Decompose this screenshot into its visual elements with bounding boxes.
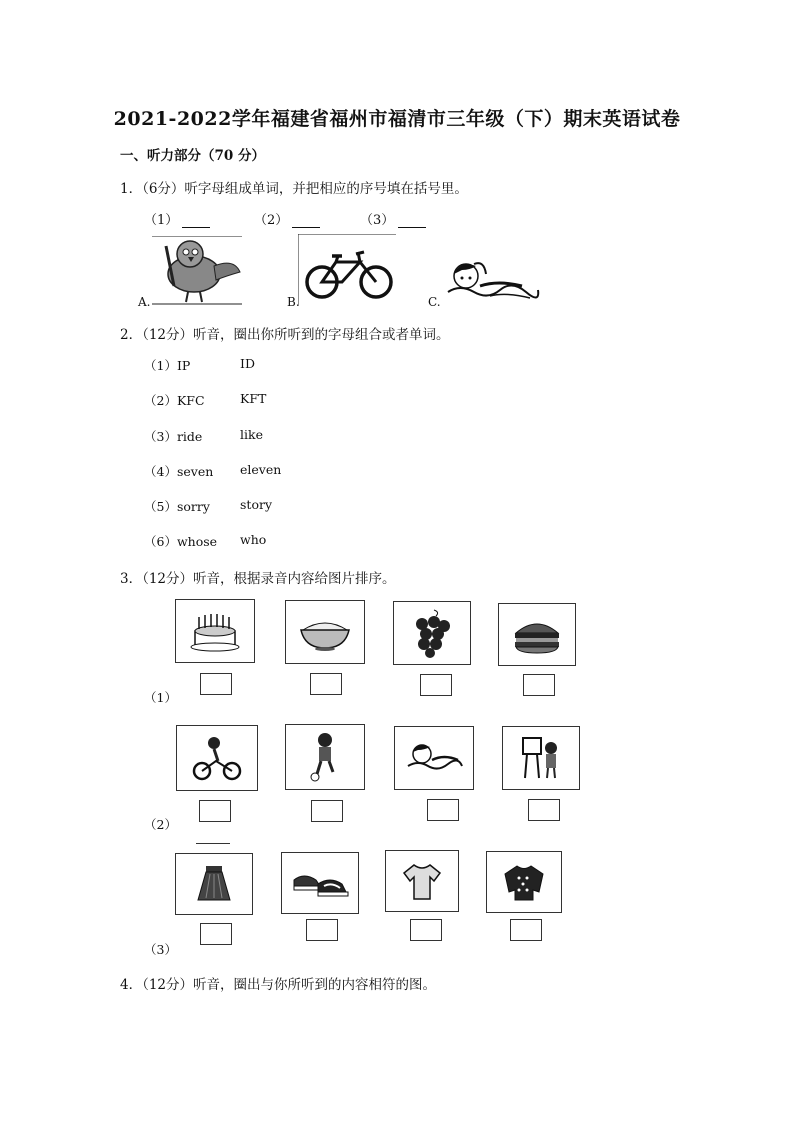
skirt-icon xyxy=(175,853,253,915)
answer-box-3-2[interactable] xyxy=(306,919,338,941)
option-5a[interactable]: （5）sorry xyxy=(144,499,210,514)
answer-box-2-3[interactable] xyxy=(427,799,459,821)
row-2-label: （2） xyxy=(144,817,177,832)
answer-box-2-2[interactable] xyxy=(311,800,343,822)
blank-1[interactable] xyxy=(144,209,210,228)
question-1-text: 1．（6分）听字母组成单词，并把相应的序号填在括号里。 xyxy=(120,181,468,197)
blank-3-label: （3） xyxy=(360,213,395,228)
option-1b[interactable]: ID xyxy=(240,356,255,371)
option-2a[interactable]: （2）KFC xyxy=(144,393,205,408)
bicycle-icon xyxy=(298,234,398,306)
question-2-text: 2．（12分）听音，圈出你所听到的字母组合或者单词。 xyxy=(120,327,450,343)
tshirt-icon xyxy=(385,850,459,912)
divider-line xyxy=(196,843,230,844)
answer-box-3-4[interactable] xyxy=(510,919,542,941)
page-title: 2021-2022学年福建省福州市福清市三年级（下）期末英语试卷 xyxy=(113,108,681,130)
answer-box-1-2[interactable] xyxy=(310,673,342,695)
rice-bowl-icon xyxy=(285,600,365,664)
drawing-icon xyxy=(502,726,580,790)
birthday-cake-icon xyxy=(175,599,255,663)
row-3-label: （3） xyxy=(144,942,177,957)
option-3a[interactable]: （3）ride xyxy=(144,429,203,444)
bird-with-brush-icon xyxy=(152,236,242,306)
riding-bike-icon xyxy=(176,725,258,791)
option-4b[interactable]: eleven xyxy=(240,462,282,477)
hamburger-icon xyxy=(498,603,576,666)
answer-box-2-4[interactable] xyxy=(528,799,560,821)
option-4a[interactable]: （4）seven xyxy=(144,464,214,479)
blank-2[interactable] xyxy=(254,209,320,228)
option-6a[interactable]: （6）whose xyxy=(144,534,218,549)
answer-box-1-1[interactable] xyxy=(200,673,232,695)
option-3b[interactable]: like xyxy=(240,427,263,442)
grapes-icon xyxy=(393,601,471,665)
row-1-label: （1） xyxy=(144,690,177,705)
option-2b[interactable]: KFT xyxy=(240,391,267,406)
answer-box-1-4[interactable] xyxy=(523,674,555,696)
option-5b[interactable]: story xyxy=(240,497,273,512)
answer-box-2-1[interactable] xyxy=(199,800,231,822)
picture-c-letter: C. xyxy=(428,295,441,309)
playing-football-icon xyxy=(285,724,365,790)
answer-box-3-3[interactable] xyxy=(410,919,442,941)
answer-box-3-1[interactable] xyxy=(200,923,232,945)
blank-2-label: （2） xyxy=(254,213,289,228)
section-heading: 一、听力部分（70 分） xyxy=(120,148,265,164)
swimming-icon xyxy=(394,726,474,790)
picture-a-letter: A. xyxy=(138,295,151,309)
blank-1-label: （1） xyxy=(144,213,179,228)
swimming-child-icon xyxy=(440,256,540,306)
sneakers-icon xyxy=(281,852,359,914)
picture-b-letter: B. xyxy=(287,295,300,309)
sweater-icon xyxy=(486,851,562,913)
answer-box-1-3[interactable] xyxy=(420,674,452,696)
blank-3[interactable] xyxy=(360,209,426,228)
question-3-text: 3．（12分）听音，根据录音内容给图片排序。 xyxy=(120,571,396,587)
option-1a[interactable]: （1）IP xyxy=(144,358,191,373)
question-4-text: 4．（12分）听音，圈出与你所听到的内容相符的图。 xyxy=(120,977,437,993)
option-6b[interactable]: who xyxy=(240,532,267,547)
